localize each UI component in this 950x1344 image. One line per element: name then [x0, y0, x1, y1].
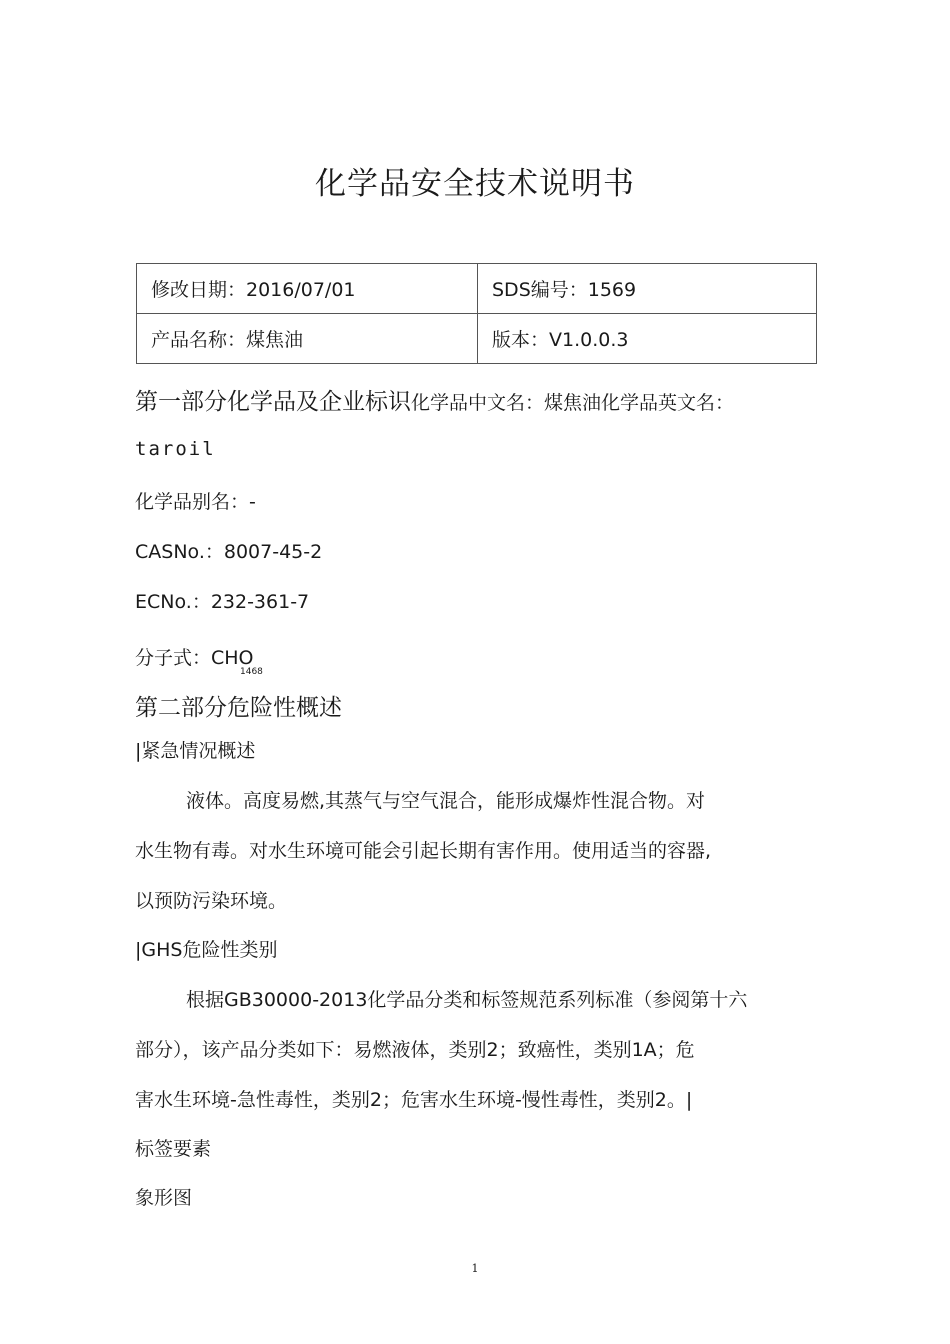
ghs-text-line: 部分），该产品分类如下：易燃液体，类别2；致癌性，类别1A；危 [135, 1039, 695, 1061]
page-number: 1 [471, 1262, 479, 1275]
label-elements-heading: 标签要素 [135, 1138, 212, 1160]
sds-number-cell: SDS编号：1569 [478, 264, 817, 314]
part1-heading-line [135, 383, 734, 416]
emergency-text-line: 水生物有毒。对水生环境可能会引起长期有害作用。使用适当的容器, [135, 840, 712, 862]
formula-subscript: 1468 [240, 667, 263, 677]
emergency-text-line: 以预防污染环境。 [135, 890, 288, 912]
ghs-heading: |GHS危险性类别 [135, 939, 278, 961]
table-row [137, 314, 817, 364]
ec-number: ECNo.：232-361-7 [135, 591, 310, 613]
part2-heading: 第二部分危险性概述 [135, 695, 342, 721]
emergency-text-line: 液体。高度易燃,其蒸气与空气混合，能形成爆炸性混合物。对 [186, 790, 706, 812]
revision-date-cell: 修改日期：2016/07/01 [137, 264, 478, 314]
part1-heading: 第一部分化学品及企业标识 [135, 389, 411, 415]
info-table [136, 263, 817, 364]
document-title: 化学品安全技术说明书 [315, 166, 635, 202]
pictogram-heading: 象形图 [135, 1187, 193, 1209]
ghs-text-line: 害水生环境-急性毒性，类别2；危害水生环境-慢性毒性，类别2。| [135, 1089, 693, 1111]
chemical-alias: 化学品别名：- [135, 491, 256, 513]
emergency-overview-heading: |紧急情况概述 [135, 740, 256, 762]
product-name-cell: 产品名称：煤焦油 [137, 314, 478, 364]
cas-number: CASNo.：8007-45-2 [135, 541, 323, 563]
ghs-text-line: 根据GB30000-2013化学品分类和标签规范系列标准（参阅第十六 [186, 989, 748, 1011]
english-name: taroil [135, 438, 216, 460]
version-cell: 版本：V1.0.0.3 [478, 314, 817, 364]
molecular-formula: 分子式：CHO [135, 647, 254, 669]
table-row [137, 264, 817, 314]
chemical-names: 化学品中文名：煤焦油化学品英文名： [411, 392, 735, 414]
